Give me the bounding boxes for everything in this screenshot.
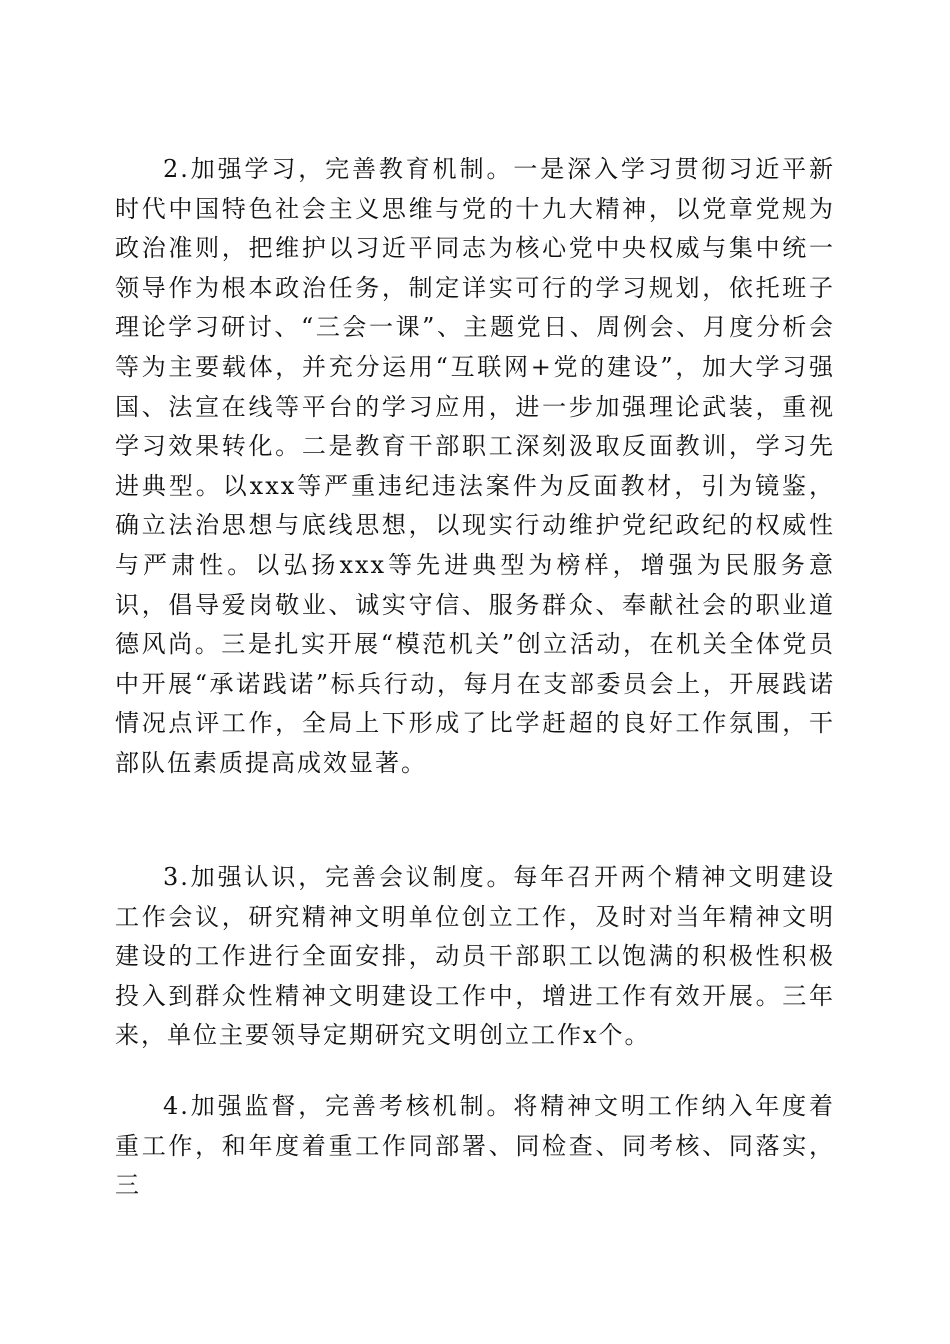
paragraph-text: 3.加强认识，完善会议制度。每年召开两个精神文明建设工作会议，研究精神文明单位创立工作，及时对当年精神文明建设的工作进行全面安排，动员干部职工以饱满的积极性积极投入到群众性精神文明建设工作中，增进工作有效开展。三年来，单位主要领导定期研究文明创立工作x个。 — [115, 863, 835, 1050]
paragraph-strengthen-supervision — [115, 1087, 835, 1206]
paragraph-strengthen-learning — [115, 150, 835, 784]
paragraph-text: 2.加强学习，完善教育机制。一是深入学习贯彻习近平新时代中国特色社会主义思维与党的十九大精神，以党章党规为政治准则，把维护以习近平同志为核心党中央权威与集中统一领导作为根本政治任务，制定详实可行的学习规划，依托班子理论学习研讨、“三会一课”、主题党日、周例会、月度分析会等为主要载体，并充分运用“互联网+党的建设”，加大学习强国、法宣在线等平台的学习应用，进一步加强理论武装，重视学习效果转化。二是教育干部职工深刻汲取反面教训，学习先进典型。以xxx等严重违纪违法案件为反面教材，引为镜鉴，确立法治思想与底线思想，以现实行动维护党纪政纪的权威性与严肃性。以弘扬xxx等先进典型为榜样，增强为民服务意识，倡导爱岗敬业、诚实守信、服务群众、奉献社会的职业道德风尚。三是扎实开展“模范机关”创立活动，在机关全体党员中开展“承诺践诺”标兵行动，每月在支部委员会上，开展践诺情况点评工作，全局上下形成了比学赶超的良好工作氛围，干部队伍素质提高成效显著。 — [115, 155, 835, 777]
paragraph-text: 4.加强监督，完善考核机制。将精神文明工作纳入年度着重工作，和年度着重工作同部署、同检查、同考核、同落实，三 — [115, 1092, 835, 1200]
paragraph-strengthen-awareness — [115, 858, 835, 1056]
